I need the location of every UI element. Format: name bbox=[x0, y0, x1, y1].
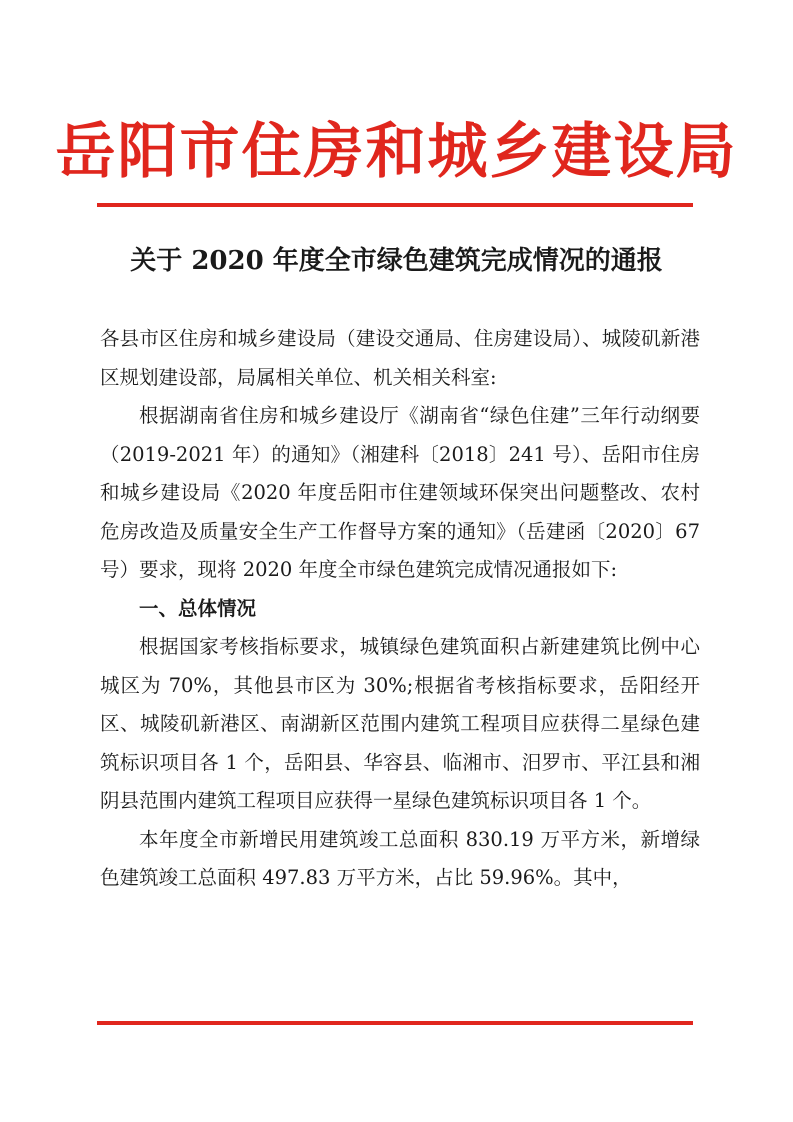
completion-paragraph: 本年度全市新增民用建筑竣工总面积 830.19 万平方米，新增绿色建筑竣工总面积 497.83 万平方米，占比 59.96%。其中， bbox=[100, 827, 700, 889]
section-heading-overall: 一、总体情况 bbox=[139, 596, 257, 620]
basis-paragraph: 根据湖南省住房和城乡建设厅《湖南省“绿色住建”三年行动纲要（2019-2021 年）的通知》（湘建科〔2018〕241 号）、岳阳市住房和城乡建设局《2020 年度岳阳市住建领域环保突出问题整改、农村危房改造及质量安全生产工作督导方案的通知》（岳建函〔2020〕67 号）要求，现将 2020 年度全市绿色建筑完成情况通报如下: bbox=[100, 404, 700, 581]
targets-paragraph: 根据国家考核指标要求，城镇绿色建筑面积占新建建筑比例中心城区为 70%，其他县市区为 30%;根据省考核指标要求，岳阳经开区、城陵矶新港区、南湖新区范围内建筑工程项目应获得二星绿色建筑标识项目各 1 个，岳阳县、华容县、临湘市、汨罗市、平江县和湘阴县范围内建筑工程项目应获得一星绿色建筑标识项目各 1 个。 bbox=[100, 635, 700, 812]
footer-red-rule bbox=[97, 1021, 693, 1025]
addressee-paragraph: 各县市区住房和城乡建设局（建设交通局、住房建设局）、城陵矶新港区规划建设部，局属相关单位、机关相关科室: bbox=[100, 327, 700, 389]
issuing-authority-header: 岳阳市住房和城乡建设局 bbox=[55, 117, 738, 187]
document-title: 关于 2020 年度全市绿色建筑完成情况的通报 bbox=[130, 246, 663, 276]
header-red-rule bbox=[97, 203, 693, 207]
document-body bbox=[100, 320, 700, 898]
